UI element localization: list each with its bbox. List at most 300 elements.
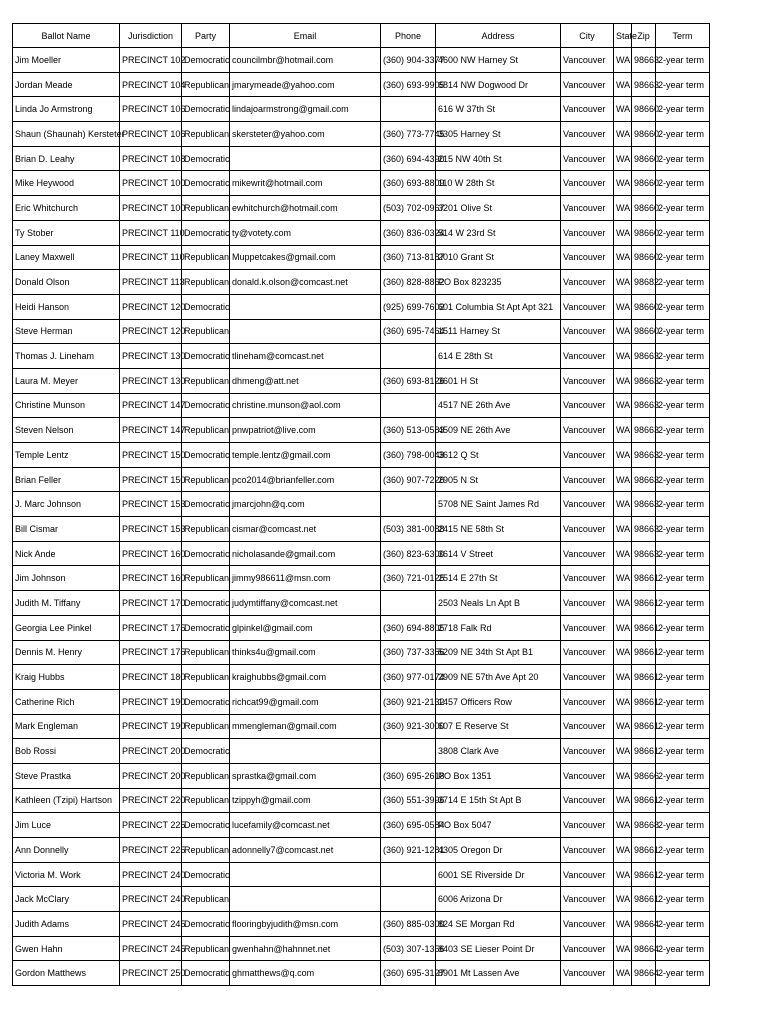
cell-address: 616 W 37th St (436, 97, 561, 122)
cell-address: 1457 Officers Row (436, 689, 561, 714)
cell-zip: 98660 (632, 220, 656, 245)
cell-email: temple.lentz@gmail.com (230, 443, 381, 468)
candidate-table-sheet (12, 23, 709, 986)
cell-address: 5708 NE Saint James Rd (436, 492, 561, 517)
cell-jurisdiction: PRECINCT 200 (120, 763, 182, 788)
table-row (13, 72, 710, 97)
table-row (13, 517, 710, 542)
cell-term: 2-year term (656, 591, 710, 616)
cell-zip: 98661 (632, 788, 656, 813)
cell-state: WA (614, 97, 632, 122)
cell-jurisdiction: PRECINCT 240 (120, 862, 182, 887)
cell-ballot-name: Jordan Meade (13, 72, 120, 97)
cell-zip: 98660 (632, 319, 656, 344)
cell-city: Vancouver (561, 171, 614, 196)
cell-state: WA (614, 689, 632, 714)
cell-zip: 98660 (632, 146, 656, 171)
cell-jurisdiction: PRECINCT 110 (120, 245, 182, 270)
cell-ballot-name: Georgia Lee Pinkel (13, 615, 120, 640)
column-header-party: Party (182, 24, 230, 48)
cell-address: 614 E 28th St (436, 344, 561, 369)
table-row (13, 171, 710, 196)
cell-state: WA (614, 48, 632, 73)
cell-ballot-name: Linda Jo Armstrong (13, 97, 120, 122)
cell-email: mmengleman@gmail.com (230, 714, 381, 739)
cell-party: Republican (182, 763, 230, 788)
cell-state: WA (614, 294, 632, 319)
cell-address: 2503 Neals Ln Apt B (436, 591, 561, 616)
cell-party: Democratic (182, 48, 230, 73)
cell-address: 4600 NW Harney St (436, 48, 561, 73)
cell-jurisdiction: PRECINCT 220 (120, 788, 182, 813)
cell-city: Vancouver (561, 443, 614, 468)
table-row (13, 443, 710, 468)
cell-jurisdiction: PRECINCT 245 (120, 912, 182, 937)
cell-phone: (503) 381-0088 (381, 517, 436, 542)
table-row (13, 270, 710, 295)
cell-state: WA (614, 270, 632, 295)
cell-phone (381, 344, 436, 369)
cell-jurisdiction: PRECINCT 160 (120, 566, 182, 591)
cell-phone: (360) 513-0583 (381, 418, 436, 443)
cell-jurisdiction: PRECINCT 190 (120, 689, 182, 714)
candidate-table (12, 23, 710, 986)
cell-state: WA (614, 739, 632, 764)
cell-phone (381, 739, 436, 764)
cell-ballot-name: Bob Rossi (13, 739, 120, 764)
table-row (13, 344, 710, 369)
cell-party: Democratic (182, 344, 230, 369)
cell-jurisdiction: PRECINCT 175 (120, 615, 182, 640)
cell-city: Vancouver (561, 838, 614, 863)
cell-email: skersteter@yahoo.com (230, 122, 381, 147)
cell-zip: 98661 (632, 689, 656, 714)
table-row (13, 566, 710, 591)
cell-party: Democratic (182, 443, 230, 468)
cell-party: Republican (182, 838, 230, 863)
cell-city: Vancouver (561, 517, 614, 542)
cell-email (230, 294, 381, 319)
cell-email: judymtiffany@comcast.net (230, 591, 381, 616)
cell-jurisdiction: PRECINCT 100 (120, 171, 182, 196)
cell-party: Democratic (182, 220, 230, 245)
cell-ballot-name: Shaun (Shaunah) Kersteter (13, 122, 120, 147)
table-row (13, 615, 710, 640)
cell-phone: (360) 921-1281 (381, 838, 436, 863)
table-row (13, 936, 710, 961)
cell-term: 2-year term (656, 146, 710, 171)
cell-ballot-name: Catherine Rich (13, 689, 120, 714)
cell-zip: 98666 (632, 763, 656, 788)
cell-phone: (360) 695-2618 (381, 763, 436, 788)
cell-state: WA (614, 640, 632, 665)
cell-phone: (360) 904-3377 (381, 48, 436, 73)
cell-email: lucefamily@comcast.net (230, 813, 381, 838)
cell-email: richcat99@gmail.com (230, 689, 381, 714)
cell-party: Republican (182, 368, 230, 393)
column-header-ballot-name: Ballot Name (13, 24, 120, 48)
cell-state: WA (614, 171, 632, 196)
cell-city: Vancouver (561, 640, 614, 665)
cell-ballot-name: Laney Maxwell (13, 245, 120, 270)
table-row (13, 418, 710, 443)
cell-party: Democratic (182, 492, 230, 517)
cell-party: Democratic (182, 591, 230, 616)
cell-state: WA (614, 418, 632, 443)
table-row (13, 48, 710, 73)
cell-city: Vancouver (561, 788, 614, 813)
cell-state: WA (614, 393, 632, 418)
cell-party: Republican (182, 788, 230, 813)
cell-address: 2415 NE 58th St (436, 517, 561, 542)
cell-state: WA (614, 146, 632, 171)
cell-email: flooringbyjudith@msn.com (230, 912, 381, 937)
cell-party: Republican (182, 245, 230, 270)
cell-party: Democratic (182, 912, 230, 937)
cell-city: Vancouver (561, 48, 614, 73)
cell-zip: 98660 (632, 122, 656, 147)
cell-term: 2-year term (656, 319, 710, 344)
cell-address: 3201 Olive St (436, 196, 561, 221)
cell-address: 215 NW 40th St (436, 146, 561, 171)
cell-zip: 98663 (632, 517, 656, 542)
cell-phone: (360) 828-8862 (381, 270, 436, 295)
cell-address: 607 E Reserve St (436, 714, 561, 739)
table-header-row (13, 24, 710, 48)
cell-party: Democratic (182, 146, 230, 171)
cell-party: Democratic (182, 171, 230, 196)
cell-term: 2-year term (656, 763, 710, 788)
table-row (13, 196, 710, 221)
column-header-jurisdiction: Jurisdiction (120, 24, 182, 48)
cell-term: 2-year term (656, 566, 710, 591)
cell-zip: 98663 (632, 492, 656, 517)
cell-email: pnwpatriot@live.com (230, 418, 381, 443)
cell-city: Vancouver (561, 467, 614, 492)
table-row (13, 912, 710, 937)
cell-city: Vancouver (561, 146, 614, 171)
cell-city: Vancouver (561, 887, 614, 912)
cell-party: Democratic (182, 97, 230, 122)
cell-phone: (360) 551-3996 (381, 788, 436, 813)
cell-state: WA (614, 122, 632, 147)
cell-term: 2-year term (656, 912, 710, 937)
cell-phone: (360) 694-4390 (381, 146, 436, 171)
cell-state: WA (614, 220, 632, 245)
cell-term: 2-year term (656, 393, 710, 418)
cell-term: 2-year term (656, 270, 710, 295)
table-row (13, 838, 710, 863)
cell-ballot-name: Brian D. Leahy (13, 146, 120, 171)
cell-party: Republican (182, 714, 230, 739)
cell-party: Republican (182, 418, 230, 443)
cell-state: WA (614, 936, 632, 961)
cell-phone: (360) 695-0584 (381, 813, 436, 838)
cell-email: donald.k.olson@comcast.net (230, 270, 381, 295)
cell-ballot-name: Eric Whitchurch (13, 196, 120, 221)
cell-jurisdiction: PRECINCT 147 (120, 418, 182, 443)
cell-email: ewhitchurch@hotmail.com (230, 196, 381, 221)
cell-zip: 98668 (632, 813, 656, 838)
cell-term: 2-year term (656, 665, 710, 690)
column-header-state: State (614, 24, 632, 48)
cell-zip: 98664 (632, 936, 656, 961)
cell-email: sprastka@gmail.com (230, 763, 381, 788)
cell-party: Republican (182, 72, 230, 97)
cell-ballot-name: Mike Heywood (13, 171, 120, 196)
cell-zip: 98664 (632, 912, 656, 937)
cell-zip: 98660 (632, 245, 656, 270)
cell-ballot-name: Gwen Hahn (13, 936, 120, 961)
cell-party: Republican (182, 270, 230, 295)
cell-state: WA (614, 319, 632, 344)
cell-address: 3614 V Street (436, 541, 561, 566)
cell-ballot-name: Gordon Matthews (13, 961, 120, 986)
cell-jurisdiction: PRECINCT 225 (120, 838, 182, 863)
cell-jurisdiction: PRECINCT 104 (120, 72, 182, 97)
cell-term: 2-year term (656, 813, 710, 838)
cell-term: 2-year term (656, 97, 710, 122)
cell-phone (381, 591, 436, 616)
cell-party: Republican (182, 122, 230, 147)
cell-ballot-name: Ty Stober (13, 220, 120, 245)
cell-phone: (925) 699-7602 (381, 294, 436, 319)
cell-jurisdiction: PRECINCT 113 (120, 270, 182, 295)
cell-zip: 98663 (632, 48, 656, 73)
cell-zip: 98661 (632, 862, 656, 887)
cell-address: 8901 Mt Lassen Ave (436, 961, 561, 986)
cell-ballot-name: Steve Prastka (13, 763, 120, 788)
cell-state: WA (614, 368, 632, 393)
cell-zip: 98660 (632, 97, 656, 122)
cell-term: 2-year term (656, 714, 710, 739)
cell-term: 2-year term (656, 443, 710, 468)
cell-address: 2718 Falk Rd (436, 615, 561, 640)
cell-party: Democratic (182, 689, 230, 714)
cell-phone: (360) 713-8187 (381, 245, 436, 270)
cell-zip: 98660 (632, 171, 656, 196)
cell-state: WA (614, 714, 632, 739)
cell-term: 2-year term (656, 640, 710, 665)
cell-party: Democratic (182, 541, 230, 566)
cell-state: WA (614, 813, 632, 838)
cell-jurisdiction: PRECINCT 120 (120, 294, 182, 319)
cell-state: WA (614, 665, 632, 690)
cell-party: Republican (182, 665, 230, 690)
cell-jurisdiction: PRECINCT 153 (120, 492, 182, 517)
table-row (13, 665, 710, 690)
cell-phone: (360) 693-8126 (381, 368, 436, 393)
cell-zip: 98661 (632, 591, 656, 616)
cell-jurisdiction: PRECINCT 100 (120, 196, 182, 221)
cell-term: 2-year term (656, 122, 710, 147)
cell-ballot-name: Ann Donnelly (13, 838, 120, 863)
cell-party: Republican (182, 467, 230, 492)
cell-zip: 98663 (632, 368, 656, 393)
cell-term: 2-year term (656, 739, 710, 764)
cell-phone: (360) 907-7226 (381, 467, 436, 492)
cell-term: 2-year term (656, 196, 710, 221)
cell-term: 2-year term (656, 838, 710, 863)
cell-jurisdiction: PRECINCT 150 (120, 467, 182, 492)
column-header-term: Term (656, 24, 710, 48)
cell-ballot-name: Nick Ande (13, 541, 120, 566)
cell-party: Republican (182, 517, 230, 542)
cell-jurisdiction: PRECINCT 190 (120, 714, 182, 739)
cell-party: Democratic (182, 739, 230, 764)
cell-jurisdiction: PRECINCT 130 (120, 368, 182, 393)
cell-ballot-name: Laura M. Meyer (13, 368, 120, 393)
cell-party: Republican (182, 566, 230, 591)
cell-jurisdiction: PRECINCT 180 (120, 665, 182, 690)
cell-phone: (360) 693-8809 (381, 171, 436, 196)
cell-ballot-name: Jim Luce (13, 813, 120, 838)
cell-email: jimmy986611@msn.com (230, 566, 381, 591)
cell-address: 1511 Harney St (436, 319, 561, 344)
cell-phone (381, 97, 436, 122)
table-row (13, 97, 710, 122)
cell-email: ty@votety.com (230, 220, 381, 245)
cell-email: tzippyh@gmail.com (230, 788, 381, 813)
cell-ballot-name: J. Marc Johnson (13, 492, 120, 517)
cell-ballot-name: Temple Lentz (13, 443, 120, 468)
cell-state: WA (614, 615, 632, 640)
cell-address: 8403 SE Lieser Point Dr (436, 936, 561, 961)
cell-city: Vancouver (561, 368, 614, 393)
cell-jurisdiction: PRECINCT 170 (120, 591, 182, 616)
cell-address: 3601 H St (436, 368, 561, 393)
cell-email: lindajoarmstrong@gmail.com (230, 97, 381, 122)
cell-zip: 98664 (632, 961, 656, 986)
cell-jurisdiction: PRECINCT 120 (120, 319, 182, 344)
cell-email: mikewrit@hotmail.com (230, 171, 381, 196)
cell-email (230, 739, 381, 764)
cell-phone (381, 862, 436, 887)
column-header-email: Email (230, 24, 381, 48)
cell-term: 2-year term (656, 862, 710, 887)
cell-party: Democratic (182, 615, 230, 640)
cell-zip: 98660 (632, 294, 656, 319)
cell-state: WA (614, 887, 632, 912)
cell-phone: (360) 977-0174 (381, 665, 436, 690)
cell-ballot-name: Victoria M. Work (13, 862, 120, 887)
table-row (13, 788, 710, 813)
table-row (13, 541, 710, 566)
cell-zip: 98661 (632, 640, 656, 665)
cell-address: PO Box 823235 (436, 270, 561, 295)
table-row (13, 813, 710, 838)
cell-address: 3305 Harney St (436, 122, 561, 147)
cell-party: Republican (182, 640, 230, 665)
cell-ballot-name: Kathleen (Tzipi) Hartson (13, 788, 120, 813)
cell-city: Vancouver (561, 319, 614, 344)
cell-city: Vancouver (561, 122, 614, 147)
cell-jurisdiction: PRECINCT 240 (120, 887, 182, 912)
cell-ballot-name: Judith M. Tiffany (13, 591, 120, 616)
cell-email: cismar@comcast.net (230, 517, 381, 542)
cell-state: WA (614, 566, 632, 591)
cell-ballot-name: Jim Moeller (13, 48, 120, 73)
cell-term: 2-year term (656, 615, 710, 640)
table-row (13, 689, 710, 714)
cell-email: thinks4u@gmail.com (230, 640, 381, 665)
cell-term: 2-year term (656, 467, 710, 492)
cell-term: 2-year term (656, 936, 710, 961)
cell-ballot-name: Steven Nelson (13, 418, 120, 443)
cell-email (230, 146, 381, 171)
cell-term: 2-year term (656, 961, 710, 986)
cell-party: Democratic (182, 961, 230, 986)
cell-city: Vancouver (561, 566, 614, 591)
cell-zip: 98663 (632, 443, 656, 468)
table-row (13, 393, 710, 418)
cell-city: Vancouver (561, 245, 614, 270)
cell-jurisdiction: PRECINCT 153 (120, 517, 182, 542)
cell-address: 2905 N St (436, 467, 561, 492)
cell-zip: 98661 (632, 566, 656, 591)
cell-city: Vancouver (561, 862, 614, 887)
cell-state: WA (614, 196, 632, 221)
cell-jurisdiction: PRECINCT 108 (120, 146, 182, 171)
table-row (13, 368, 710, 393)
cell-phone (381, 492, 436, 517)
cell-city: Vancouver (561, 615, 614, 640)
cell-jurisdiction: PRECINCT 175 (120, 640, 182, 665)
cell-zip: 98663 (632, 467, 656, 492)
cell-zip: 98663 (632, 344, 656, 369)
cell-term: 2-year term (656, 72, 710, 97)
table-row (13, 467, 710, 492)
cell-party: Republican (182, 936, 230, 961)
cell-email: dhmeng@att.net (230, 368, 381, 393)
cell-state: WA (614, 517, 632, 542)
cell-city: Vancouver (561, 220, 614, 245)
cell-address: PO Box 1351 (436, 763, 561, 788)
cell-state: WA (614, 443, 632, 468)
cell-ballot-name: Christine Munson (13, 393, 120, 418)
cell-jurisdiction: PRECINCT 102 (120, 48, 182, 73)
table-row (13, 294, 710, 319)
cell-term: 2-year term (656, 541, 710, 566)
cell-jurisdiction: PRECINCT 147 (120, 393, 182, 418)
cell-jurisdiction: PRECINCT 160 (120, 541, 182, 566)
cell-term: 2-year term (656, 788, 710, 813)
cell-city: Vancouver (561, 97, 614, 122)
cell-state: WA (614, 788, 632, 813)
cell-term: 2-year term (656, 517, 710, 542)
cell-city: Vancouver (561, 961, 614, 986)
cell-address: 6006 Arizona Dr (436, 887, 561, 912)
cell-term: 2-year term (656, 245, 710, 270)
cell-phone: (360) 737-3356 (381, 640, 436, 665)
cell-email: gwenhahn@hahnnet.net (230, 936, 381, 961)
cell-city: Vancouver (561, 763, 614, 788)
cell-state: WA (614, 467, 632, 492)
cell-email: glpinkel@gmail.com (230, 615, 381, 640)
cell-party: Republican (182, 196, 230, 221)
cell-term: 2-year term (656, 171, 710, 196)
cell-zip: 98663 (632, 393, 656, 418)
cell-address: 514 W 23rd St (436, 220, 561, 245)
cell-ballot-name: Heidi Hanson (13, 294, 120, 319)
cell-city: Vancouver (561, 196, 614, 221)
cell-city: Vancouver (561, 418, 614, 443)
cell-city: Vancouver (561, 541, 614, 566)
cell-city: Vancouver (561, 739, 614, 764)
cell-city: Vancouver (561, 72, 614, 97)
cell-address: 4509 NE 26th Ave (436, 418, 561, 443)
cell-phone: (360) 921-3000 (381, 714, 436, 739)
